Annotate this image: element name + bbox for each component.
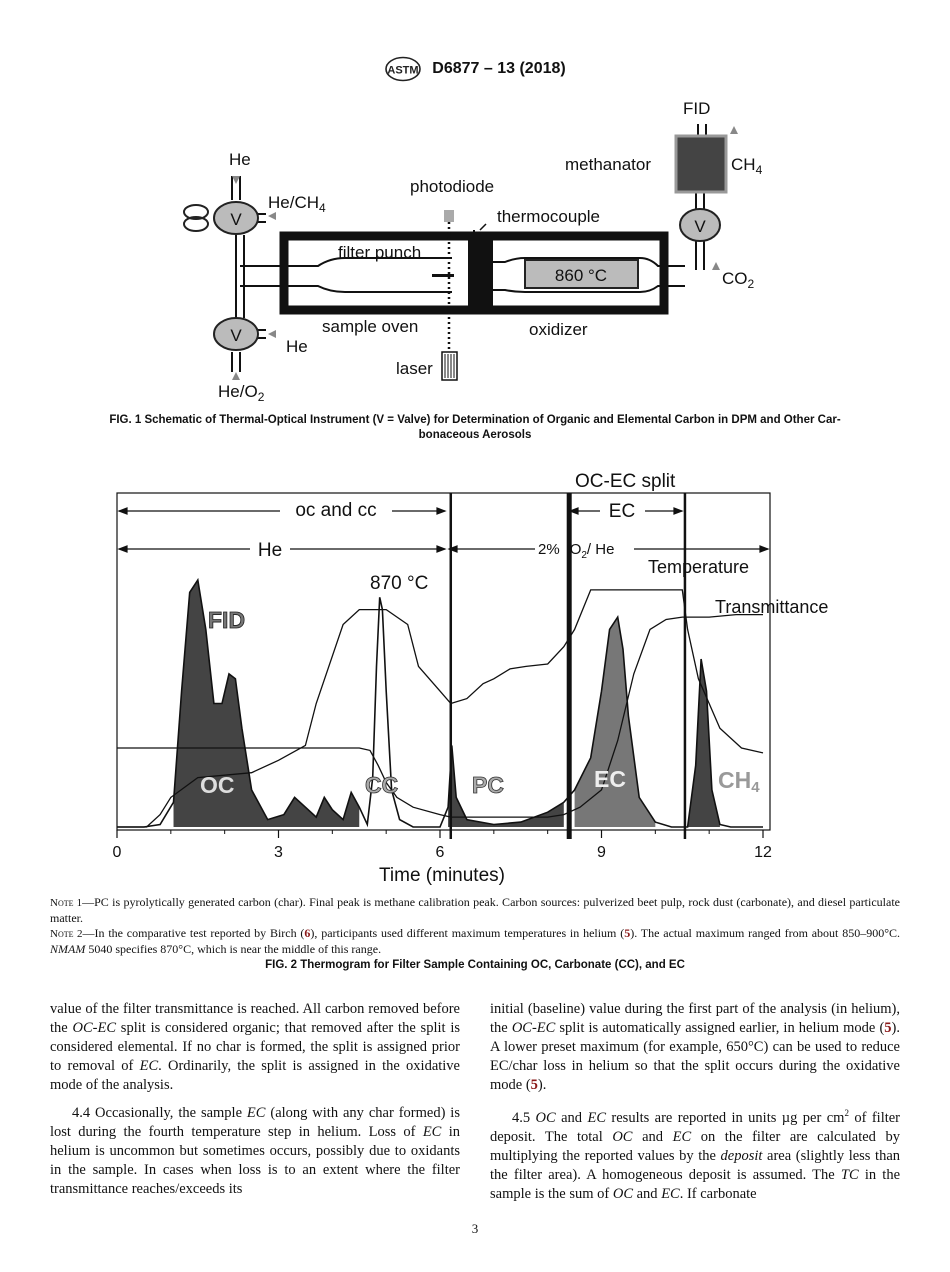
svg-text:ASTM: ASTM [387, 64, 419, 77]
he-ch4-label: He/CH [268, 193, 320, 212]
ch4-label: CH [718, 767, 752, 793]
left-column [50, 1000, 460, 1208]
x-tick-label: 3 [274, 844, 283, 861]
right-column [490, 1000, 900, 1213]
note-text: —PC is pyrolytically generated carbon (char). Final peak is methane calibration peak. Carbon sources: pulverized beet pulp, rock dust (carbonate), and diesel particulate matter. [50, 895, 901, 925]
reference-link[interactable]: 5 [624, 926, 631, 940]
astm-logo-icon [384, 56, 422, 82]
document-designation: D6877 – 13 (2018) [432, 60, 566, 77]
fig1-caption-line: FIG. 1 Schematic of Thermal-Optical Instrument (V = Valve) for Determination of Organic and Elemental Carbon in DPM and Other Car- [109, 414, 841, 426]
methanator-box [676, 136, 726, 192]
valve-label: V [230, 326, 242, 345]
temperature-label: Temperature [648, 557, 750, 577]
page-number: 3 [471, 1221, 479, 1236]
ec-label: EC [594, 766, 626, 792]
pc-label: PC [472, 772, 504, 798]
note-label: Note 1 [50, 897, 83, 909]
oc-ec-split-label: OC-EC split [575, 471, 676, 492]
note-label: Note 2 [50, 928, 83, 940]
svg-text:He/O2: $He/O_2$ [218, 382, 265, 404]
oxidizer-temp-label: 860 °C [554, 266, 608, 285]
svg-text:CH4: CH4 [718, 767, 760, 796]
fig2-note-1 [50, 895, 900, 926]
ch4-label: CH [731, 155, 756, 174]
fid-label: FID [208, 607, 246, 633]
oc-label: OC [200, 772, 235, 798]
sample-oven-label: sample oven [322, 317, 419, 336]
reference-link[interactable]: 5 [530, 1077, 538, 1093]
photodiode-icon [444, 210, 454, 222]
he-o2-label: He/O [218, 382, 258, 401]
filter-punch-label: filter punch [338, 243, 422, 262]
max-temp-label: 870 °C [370, 573, 429, 594]
fig1-schematic [0, 90, 950, 410]
photodiode-label: photodiode [410, 177, 495, 196]
svg-text:CH4: $CH_4$ [731, 155, 763, 177]
he-top-label: He [229, 150, 251, 169]
svg-text:CO2: $CO_2$ [722, 269, 755, 291]
ec-range-label: EC [608, 501, 636, 522]
paragraph: value of the filter transmittance is reached. All carbon removed before the OC-EC split is considered organic; that removed after the split is considered elemental. If no char is formed, the split is assigned prior to removal of EC. Ordinarily, the split is assigned in the oxidative mode of the analysis. [50, 1001, 460, 1093]
x-tick-label: 12 [754, 844, 772, 861]
valve-label: V [694, 217, 706, 236]
x-tick-label: 6 [435, 844, 445, 861]
fig2-caption: FIG. 2 Thermogram for Filter Sample Containing OC, Carbonate (CC), and EC [265, 959, 685, 971]
fid-label: FID [683, 99, 711, 118]
cc-label: CC [365, 772, 399, 798]
reference-link[interactable]: 6 [304, 926, 311, 940]
thermogram-chart [100, 465, 830, 890]
paragraph-4-4: 4.4 Occasionally, the sample EC (along with any char formed) is lost during the fourth temperature step in helium. Loss of EC in helium is uncommon but sometimes occurs, possibly due to oxidants in the sample. In cases when loss is to an extent where the filter transmittance reaches/exceeds its [50, 1105, 461, 1197]
ox-phase-label: 2% $O_2/$ He [538, 541, 615, 561]
page-header [0, 56, 950, 82]
reference-link[interactable]: 5 [884, 1020, 892, 1036]
fig1-caption-line: bonaceous Aerosols [418, 429, 532, 441]
thermocouple-label: thermocouple [497, 207, 601, 226]
transmittance-label: Transmittance [715, 597, 829, 617]
he-phase-label: He [257, 540, 283, 561]
laser-label: laser [396, 359, 433, 378]
quartz-tube [240, 258, 452, 292]
laser-icon [442, 352, 457, 380]
oxidizer-label: oxidizer [529, 320, 588, 339]
oc-and-cc-label: oc and cc [295, 500, 377, 521]
valve-label: V [230, 210, 242, 229]
x-tick-label: 9 [597, 844, 606, 861]
x-tick-label: 0 [112, 844, 122, 861]
paragraph-4-5: 4.5 OC and EC results are reported in units µg per $cm^2$ of filter deposit. The total OC and EC on the filter are calculated by multiplying the reported values by the deposit area (slightly less than the filter area). A homogeneous deposit is assumed. The TC in the sample is the sum of OC and EC. If carbonate [490, 1108, 901, 1202]
he-right-label: He [286, 337, 308, 356]
fig1-caption [50, 413, 900, 443]
methanator-label: methanator [565, 155, 651, 174]
fig2-note-2: Note 2—In the comparative test reported by Birch (6), participants used different maximum temperatures in helium (5). The actual maximum ranged from about 850–900°C. NMAM 5040 specifies 870°C, which is near the middle of this range. [50, 926, 900, 956]
paragraph: initial (baseline) value during the first part of the analysis (in helium), the OC-EC split is automatically assigned earlier, in helium mode (5). A lower preset maximum (for example, 650°C) can be used to reduce EC/char loss in helium so that the split occurs during the oxidative mode (5). [490, 1001, 900, 1093]
svg-text:He/CH4: $He/CH_4$ [268, 193, 326, 215]
x-axis-label: Time (minutes) [379, 865, 505, 886]
co2-label: CO [722, 269, 748, 288]
